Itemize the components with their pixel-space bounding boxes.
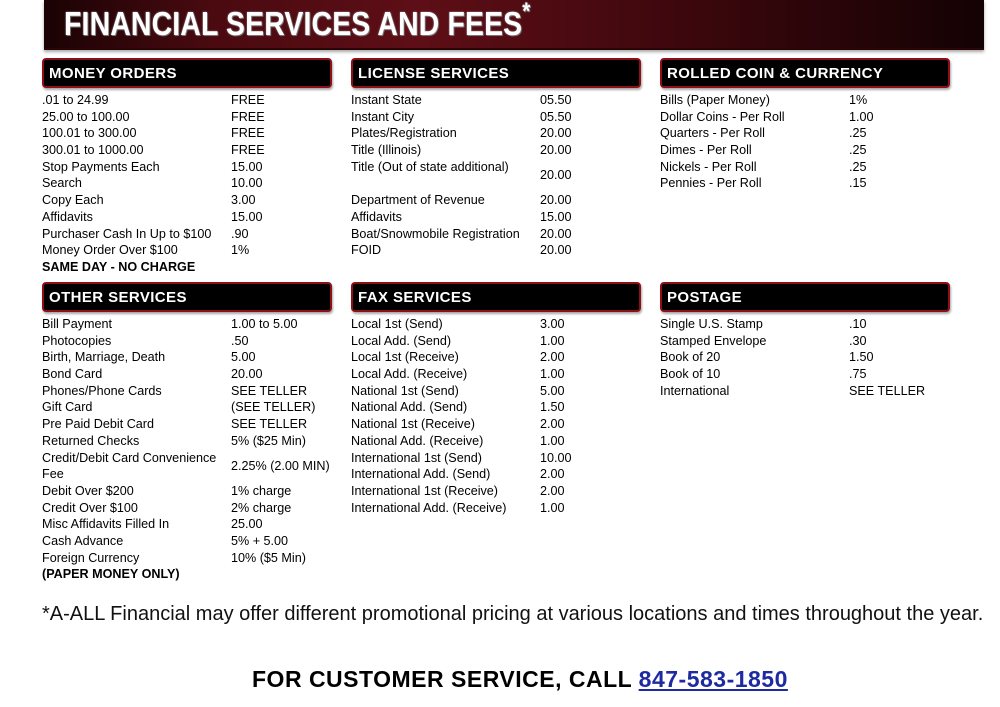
fee-value: 10.00: [540, 450, 572, 465]
fee-label: Bond Card: [42, 367, 103, 382]
fee-row: [351, 450, 641, 467]
fee-row: [42, 175, 332, 192]
fee-row: [42, 316, 332, 333]
fee-label: Copy Each: [42, 193, 104, 208]
fee-label: Quarters - Per Roll: [660, 126, 765, 141]
fee-value: .25: [849, 126, 867, 141]
fee-value: 5% ($25 Min): [231, 433, 306, 448]
fee-row: [351, 192, 641, 209]
fee-row: [351, 399, 641, 416]
fee-row: [351, 226, 641, 243]
fee-value: .90: [231, 226, 249, 241]
fee-value: 20.00: [540, 168, 572, 183]
fee-row: [660, 333, 950, 350]
fee-label: Birth, Marriage, Death: [42, 350, 166, 365]
fee-row: [660, 125, 950, 142]
fee-list: [660, 92, 950, 192]
fee-row: [42, 109, 332, 126]
fee-label: Misc Affidavits Filled In: [42, 517, 170, 532]
fee-row: [660, 159, 950, 176]
fee-label: Affidavits: [42, 209, 93, 224]
section-note: (PAPER MONEY ONLY): [42, 567, 180, 582]
fee-value: FREE: [231, 109, 265, 124]
fee-label: Instant City: [351, 109, 414, 124]
fee-label: Single U.S. Stamp: [660, 317, 763, 331]
fee-row: [351, 142, 641, 159]
fee-value: 1%: [849, 93, 868, 107]
fee-label: Returned Checks: [42, 433, 140, 448]
fee-list: [351, 316, 641, 516]
fee-value: 1.00: [540, 333, 565, 348]
fee-label: Bills (Paper Money): [660, 93, 770, 107]
section-license-services: [351, 58, 641, 259]
fee-row: [42, 399, 332, 416]
fee-row: [42, 159, 332, 176]
fee-row: [42, 142, 332, 159]
fee-value: 05.50: [540, 109, 572, 124]
fee-row: [42, 516, 332, 533]
fee-row: [351, 92, 641, 109]
page-title: FINANCIAL SERVICES AND FEES*: [64, 0, 531, 42]
fee-label: National Add. (Send): [351, 400, 468, 415]
fee-value: 20.00: [540, 143, 572, 158]
fee-row: [42, 416, 332, 433]
fee-row: [351, 109, 641, 126]
fee-value: 05.50: [540, 93, 572, 107]
section-title: POSTAGE: [660, 282, 950, 312]
fee-label: National Add. (Receive): [351, 433, 484, 448]
fee-value: 2.00: [540, 350, 565, 365]
fee-label: 300.01 to 1000.00: [42, 143, 144, 158]
fee-label: 100.01 to 300.00: [42, 126, 137, 141]
fee-row: [660, 383, 950, 400]
fee-row: [351, 125, 641, 142]
fee-row: [42, 349, 332, 366]
fee-label: 25.00 to 100.00: [42, 109, 130, 124]
section-title: MONEY ORDERS: [42, 58, 332, 88]
fee-row: [42, 500, 332, 517]
fee-row: [351, 316, 641, 333]
fee-row: [42, 226, 332, 243]
fee-value: 1.50: [849, 350, 874, 365]
fee-row: [351, 209, 641, 226]
fee-value: 1.00 to 5.00: [231, 317, 298, 331]
section-title: LICENSE SERVICES: [351, 58, 641, 88]
fee-label: Local 1st (Send): [351, 317, 443, 331]
disclaimer: *A-ALL Financial may offer different promotional pricing at various locations and times throughout the year.: [42, 603, 984, 625]
section-postage: [660, 282, 950, 399]
fee-value: 5.00: [540, 383, 565, 398]
fee-value: .25: [849, 159, 867, 174]
fee-label: Credit/Debit Card Convenience Fee: [42, 450, 217, 482]
fee-label: Bill Payment: [42, 317, 112, 331]
section-fax-services: [351, 282, 641, 516]
fee-value: 3.00: [231, 193, 256, 208]
fee-list: [660, 316, 950, 399]
fee-label: National 1st (Receive): [351, 417, 475, 432]
fee-value: 10% ($5 Min): [231, 550, 306, 565]
fee-label: Affidavits: [351, 209, 402, 224]
fee-value: 2% charge: [231, 500, 292, 515]
fee-label: Foreign Currency: [42, 550, 140, 565]
fee-label: Stamped Envelope: [660, 333, 767, 348]
fee-label: Pre Paid Debit Card: [42, 417, 154, 432]
fee-label: Gift Card: [42, 400, 93, 415]
fee-list: [42, 316, 332, 566]
fee-label: Dimes - Per Roll: [660, 143, 752, 158]
fee-value: 1.50: [540, 400, 565, 415]
fee-label: Money Order Over $100: [42, 243, 178, 258]
fee-row: [660, 142, 950, 159]
fee-label: .01 to 24.99: [42, 93, 109, 107]
fee-row: [660, 349, 950, 366]
fee-row: [42, 242, 332, 259]
fee-row: [351, 416, 641, 433]
phone-link[interactable]: 847-583-1850: [638, 666, 788, 692]
fee-value: SEE TELLER: [231, 383, 308, 398]
customer-service-label: FOR CUSTOMER SERVICE, CALL: [252, 666, 632, 692]
title-asterisk: *: [522, 0, 531, 25]
fee-row: [42, 533, 332, 550]
fee-label: International 1st (Receive): [351, 483, 498, 498]
fee-value: 25.00: [231, 517, 263, 532]
fee-value: 10.00: [231, 176, 263, 191]
section-title: ROLLED COIN & CURRENCY: [660, 58, 950, 88]
fee-value: (SEE TELLER): [231, 400, 316, 415]
fee-value: 5.00: [231, 350, 256, 365]
fee-label: Search: [42, 176, 82, 191]
fee-label: Credit Over $100: [42, 500, 138, 515]
fee-value: 2.00: [540, 417, 565, 432]
fee-label: Book of 20: [660, 350, 721, 365]
fee-value: 1% charge: [231, 483, 292, 498]
fee-row: [42, 550, 332, 567]
fee-label: Boat/Snowmobile Registration: [351, 226, 520, 241]
header-banner: [44, 0, 984, 50]
fee-label: Local Add. (Send): [351, 333, 452, 348]
fee-value: 20.00: [540, 243, 572, 258]
fee-value: .10: [849, 317, 867, 331]
fee-value: FREE: [231, 143, 265, 158]
fee-value: 1.00: [540, 367, 565, 382]
fee-row: [351, 383, 641, 400]
fee-value: 1%: [231, 243, 250, 258]
fee-value: 15.00: [231, 159, 263, 174]
fee-value: FREE: [231, 93, 265, 107]
fee-row: [42, 366, 332, 383]
fee-row: [351, 159, 641, 192]
fee-row: [351, 349, 641, 366]
fee-label: Instant State: [351, 93, 422, 107]
fee-value: 2.25% (2.00 MIN): [231, 458, 330, 473]
fee-label: International 1st (Send): [351, 450, 482, 465]
fee-label: International Add. (Send): [351, 467, 491, 482]
fee-label: Book of 10: [660, 367, 721, 382]
fee-row: [660, 366, 950, 383]
fee-row: [42, 450, 332, 483]
fee-value: 1.00: [849, 109, 874, 124]
fee-label: Local Add. (Receive): [351, 367, 468, 382]
fee-row: [660, 316, 950, 333]
fee-label: Plates/Registration: [351, 126, 457, 141]
fee-label: Debit Over $200: [42, 483, 134, 498]
fee-label: International Add. (Receive): [351, 500, 507, 515]
fee-value: 1.00: [540, 500, 565, 515]
fee-row: [42, 483, 332, 500]
fee-row: [660, 109, 950, 126]
fee-label: Stop Payments Each: [42, 159, 160, 174]
fee-row: [351, 500, 641, 517]
fee-value: 5% + 5.00: [231, 533, 289, 548]
fee-value: .50: [231, 333, 249, 348]
fee-list: [42, 92, 332, 259]
fee-value: 20.00: [540, 193, 572, 208]
fee-row: [660, 92, 950, 109]
section-other-services: [42, 282, 332, 583]
fee-row: [42, 433, 332, 450]
fee-label: National 1st (Send): [351, 383, 459, 398]
fee-label: International: [660, 383, 730, 398]
fee-value: 15.00: [231, 209, 263, 224]
fee-value: SEE TELLER: [849, 383, 926, 398]
fee-label: Title (Out of state additional): [351, 159, 509, 174]
fee-value: 2.00: [540, 467, 565, 482]
fee-row: [351, 366, 641, 383]
fee-value: FREE: [231, 126, 265, 141]
fee-row: [42, 125, 332, 142]
fee-label: FOID: [351, 243, 382, 258]
fee-value: .30: [849, 333, 867, 348]
fee-value: 20.00: [540, 226, 572, 241]
section-note: SAME DAY - NO CHARGE: [42, 259, 196, 274]
fee-row: [42, 383, 332, 400]
customer-service-line: [252, 666, 788, 693]
fee-value: 20.00: [231, 367, 263, 382]
fee-row: [42, 333, 332, 350]
fee-label: Department of Revenue: [351, 193, 485, 208]
fee-value: SEE TELLER: [231, 417, 308, 432]
fee-row: [351, 466, 641, 483]
fee-list: [351, 92, 641, 259]
section-rolled-coin: [660, 58, 950, 192]
fee-label: Title (Illinois): [351, 143, 422, 158]
fee-label: Dollar Coins - Per Roll: [660, 109, 785, 124]
fee-label: Phones/Phone Cards: [42, 383, 162, 398]
fee-label: Nickels - Per Roll: [660, 159, 757, 174]
fee-row: [351, 242, 641, 259]
fee-label: Purchaser Cash In Up to $100: [42, 226, 212, 241]
fee-value: 3.00: [540, 317, 565, 331]
fee-row: [42, 92, 332, 109]
fee-label: Local 1st (Receive): [351, 350, 459, 365]
section-money-orders: [42, 58, 332, 276]
fee-row: [660, 175, 950, 192]
fee-row: [351, 433, 641, 450]
fee-row: [42, 209, 332, 226]
fee-value: .15: [849, 176, 867, 191]
fee-label: Pennies - Per Roll: [660, 176, 762, 191]
fee-value: 20.00: [540, 126, 572, 141]
section-title: FAX SERVICES: [351, 282, 641, 312]
fee-label: Photocopies: [42, 333, 112, 348]
fee-label: Cash Advance: [42, 533, 124, 548]
fee-value: .25: [849, 143, 867, 158]
section-title: OTHER SERVICES: [42, 282, 332, 312]
fee-value: 2.00: [540, 483, 565, 498]
fee-value: 15.00: [540, 209, 572, 224]
fee-row: [351, 483, 641, 500]
fee-value: 1.00: [540, 433, 565, 448]
fee-row: [351, 333, 641, 350]
fee-row: [42, 192, 332, 209]
fee-value: .75: [849, 367, 867, 382]
